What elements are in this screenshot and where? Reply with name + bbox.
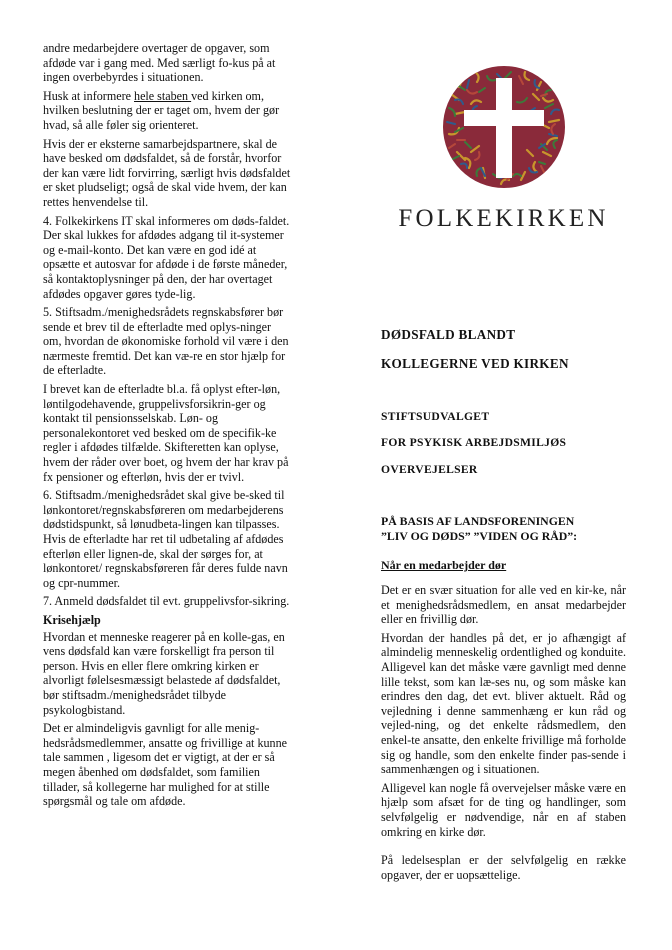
subtitle-line-2: FOR PSYKISK ARBEJDSMILJØS (381, 436, 567, 449)
paragraph-considerations: Alligevel kan nogle få overvejelser måske være en hjælp som afsæt for de ting og handlinger, som selvfølgelig er nødvendige, når en af staben omkring en kirke dør. (381, 780, 626, 839)
inform-text-end: ved kirken om, hvilken beslutning der er taget om, hvem der gør hvad, så alle føler sig orienteret. (43, 88, 280, 132)
paragraph-management-tasks: På ledelsesplan er der selvfølgelig en række opgaver, der er uopsættelige. (381, 853, 626, 882)
inform-text-start: Husk at informere (43, 88, 135, 103)
paragraph-item-5: 5. Stiftsadm./menighedsrådets regnskabsfører bør sende et brev til de efterladte med oplys-ninger om, hvordan de økonomiske forhold vil være i den nærmeste fremtid. Det kan væ-re en stor hjælp for de efterladte. (43, 305, 289, 378)
right-column-body (381, 583, 626, 886)
section-heading-line-1: PÅ BASIS AF LANDSFORENINGEN (381, 514, 575, 528)
paragraph-talk-together: Det er almindeligvis gavnligt for alle menig-hedsrådsmedlemmer, ansatte og frivillige at kunne tale sammen , ligesom det er vigtigt, at der er så megen åbenhed om dødsfaldet, som familien tillader, så kollegerne har mulighed for at stille spørgsmål og tale om afdøde. (43, 721, 288, 809)
paragraph-how-to-act: Hvordan der handles på det, er jo afhængigt af almindelig menneskelig ordentlighed og konduite. Alligevel kan det måske være gavnligt med denne lille tekst, som kan læ-ses nu, og som måske kan erindres den dag, det evt. bliver aktuelt. Råd og vejledning i denne sammenhæng er kun råd og vejled-ning, og det enkelte rådsmedlem, den enkel-te ansatte, den enkelte frivillige må forholde sig og handle, som den enkelte finder pas-sende i sammenhængen og i situationen. (381, 630, 626, 777)
subtitle-line-3: OVERVEJELSER (381, 463, 478, 476)
paragraph-letter-info: I brevet kan de efterladte bl.a. få oplyst efter-løn, løntilgodehavende, gruppelivsforsikrin-ger og kontakt til pensionsselskab. Løn- og personalekontoret ved besked om de specifik-ke regler i afdødes tilfælde. Skifteretten kan oplyse, hvem der råder over boet, og hvem der har krav på fx pensioner og efterløn, hvis der er tvivl. (43, 382, 289, 484)
heading-naar-en-medarbejder-doer: Når en medarbejder dør (381, 558, 507, 572)
heading-krisehjaelp: Krisehjælp (43, 612, 101, 627)
left-column (43, 41, 292, 813)
main-title-line-2: KOLLEGERNE VED KIRKEN (381, 356, 569, 371)
paragraph-item-7: 7. Anmeld dødsfaldet til evt. gruppelivsfor-sikring. (43, 594, 290, 609)
paragraph-item-4: 4. Folkekirkens IT skal informeres om døds-faldet. Der skal lukkes for afdødes adgang til it-systemer og e-mail-konto. Det kan være en god idé at opsætte et autosvar for afdøde i de første måneder, så kontaktoplysninger på den, der har overtaget afdødes opgaver gøres tyde-lig. (43, 213, 290, 301)
paragraph-staff-tasks: andre medarbejdere overtager de opgaver, som afdøde var i gang med. Med særligt fo-kus på at ingen overbebyrdes i situationen. (43, 41, 276, 85)
section-heading-line-2: ”LIV OG DØDS” ”VIDEN OG RÅD”: (381, 529, 578, 543)
paragraph-item-6: 6. Stiftsadm./menighedsrådet skal give be-sked til lønkontoret/regnskabsføreren om medarbejderens dødstidspunkt, så lønudbeta-lingen kan tilpasses. Hvis de efterladte har ret til udbetaling af afdødes efterløn eller lignen-de, skal der sørges for, at lønkontoret/ regnskabsføreren får deres fulde navn og cpr-nummer. (43, 488, 288, 590)
folkekirken-cross-logo (441, 64, 567, 190)
subtitle-line-1: STIFTSUDVALGET (381, 410, 490, 423)
paragraph-difficult-situation: Det er en svær situation for alle ved en kir-ke, når et menighedsrådsmedlem, en ansat medarbejder eller en frivillig dør. (381, 583, 626, 627)
paragraph-external-partners: Hvis der er eksterne samarbejdspartnere, skal de have besked om dødsfaldet, så de forstår, hvorfor der kan være lidt forvirring, særligt hvis dødsfaldet er sket pludseligt; også de skal vide hvem, der kan rettes henvendelse til. (43, 136, 291, 209)
folkekirken-wordmark: FOLKEKIRKEN (398, 205, 609, 232)
main-title-line-1: DØDSFALD BLANDT (381, 327, 516, 342)
hele-staben-link: hele staben (134, 88, 192, 103)
paragraph-inform-staff (43, 89, 292, 133)
paragraph-reactions: Hvordan et menneske reagerer på en kolle-gas, en vens dødsfald kan være forskelligt fra person til person. Hvis en eller flere omkring kirken er alvorligt følelsesmæssigt belastede af dødsfaldet, bør stiftsadm./menighedsrådet tilbyde psykologbistand. (43, 629, 285, 717)
section-heading-basis (381, 514, 631, 544)
